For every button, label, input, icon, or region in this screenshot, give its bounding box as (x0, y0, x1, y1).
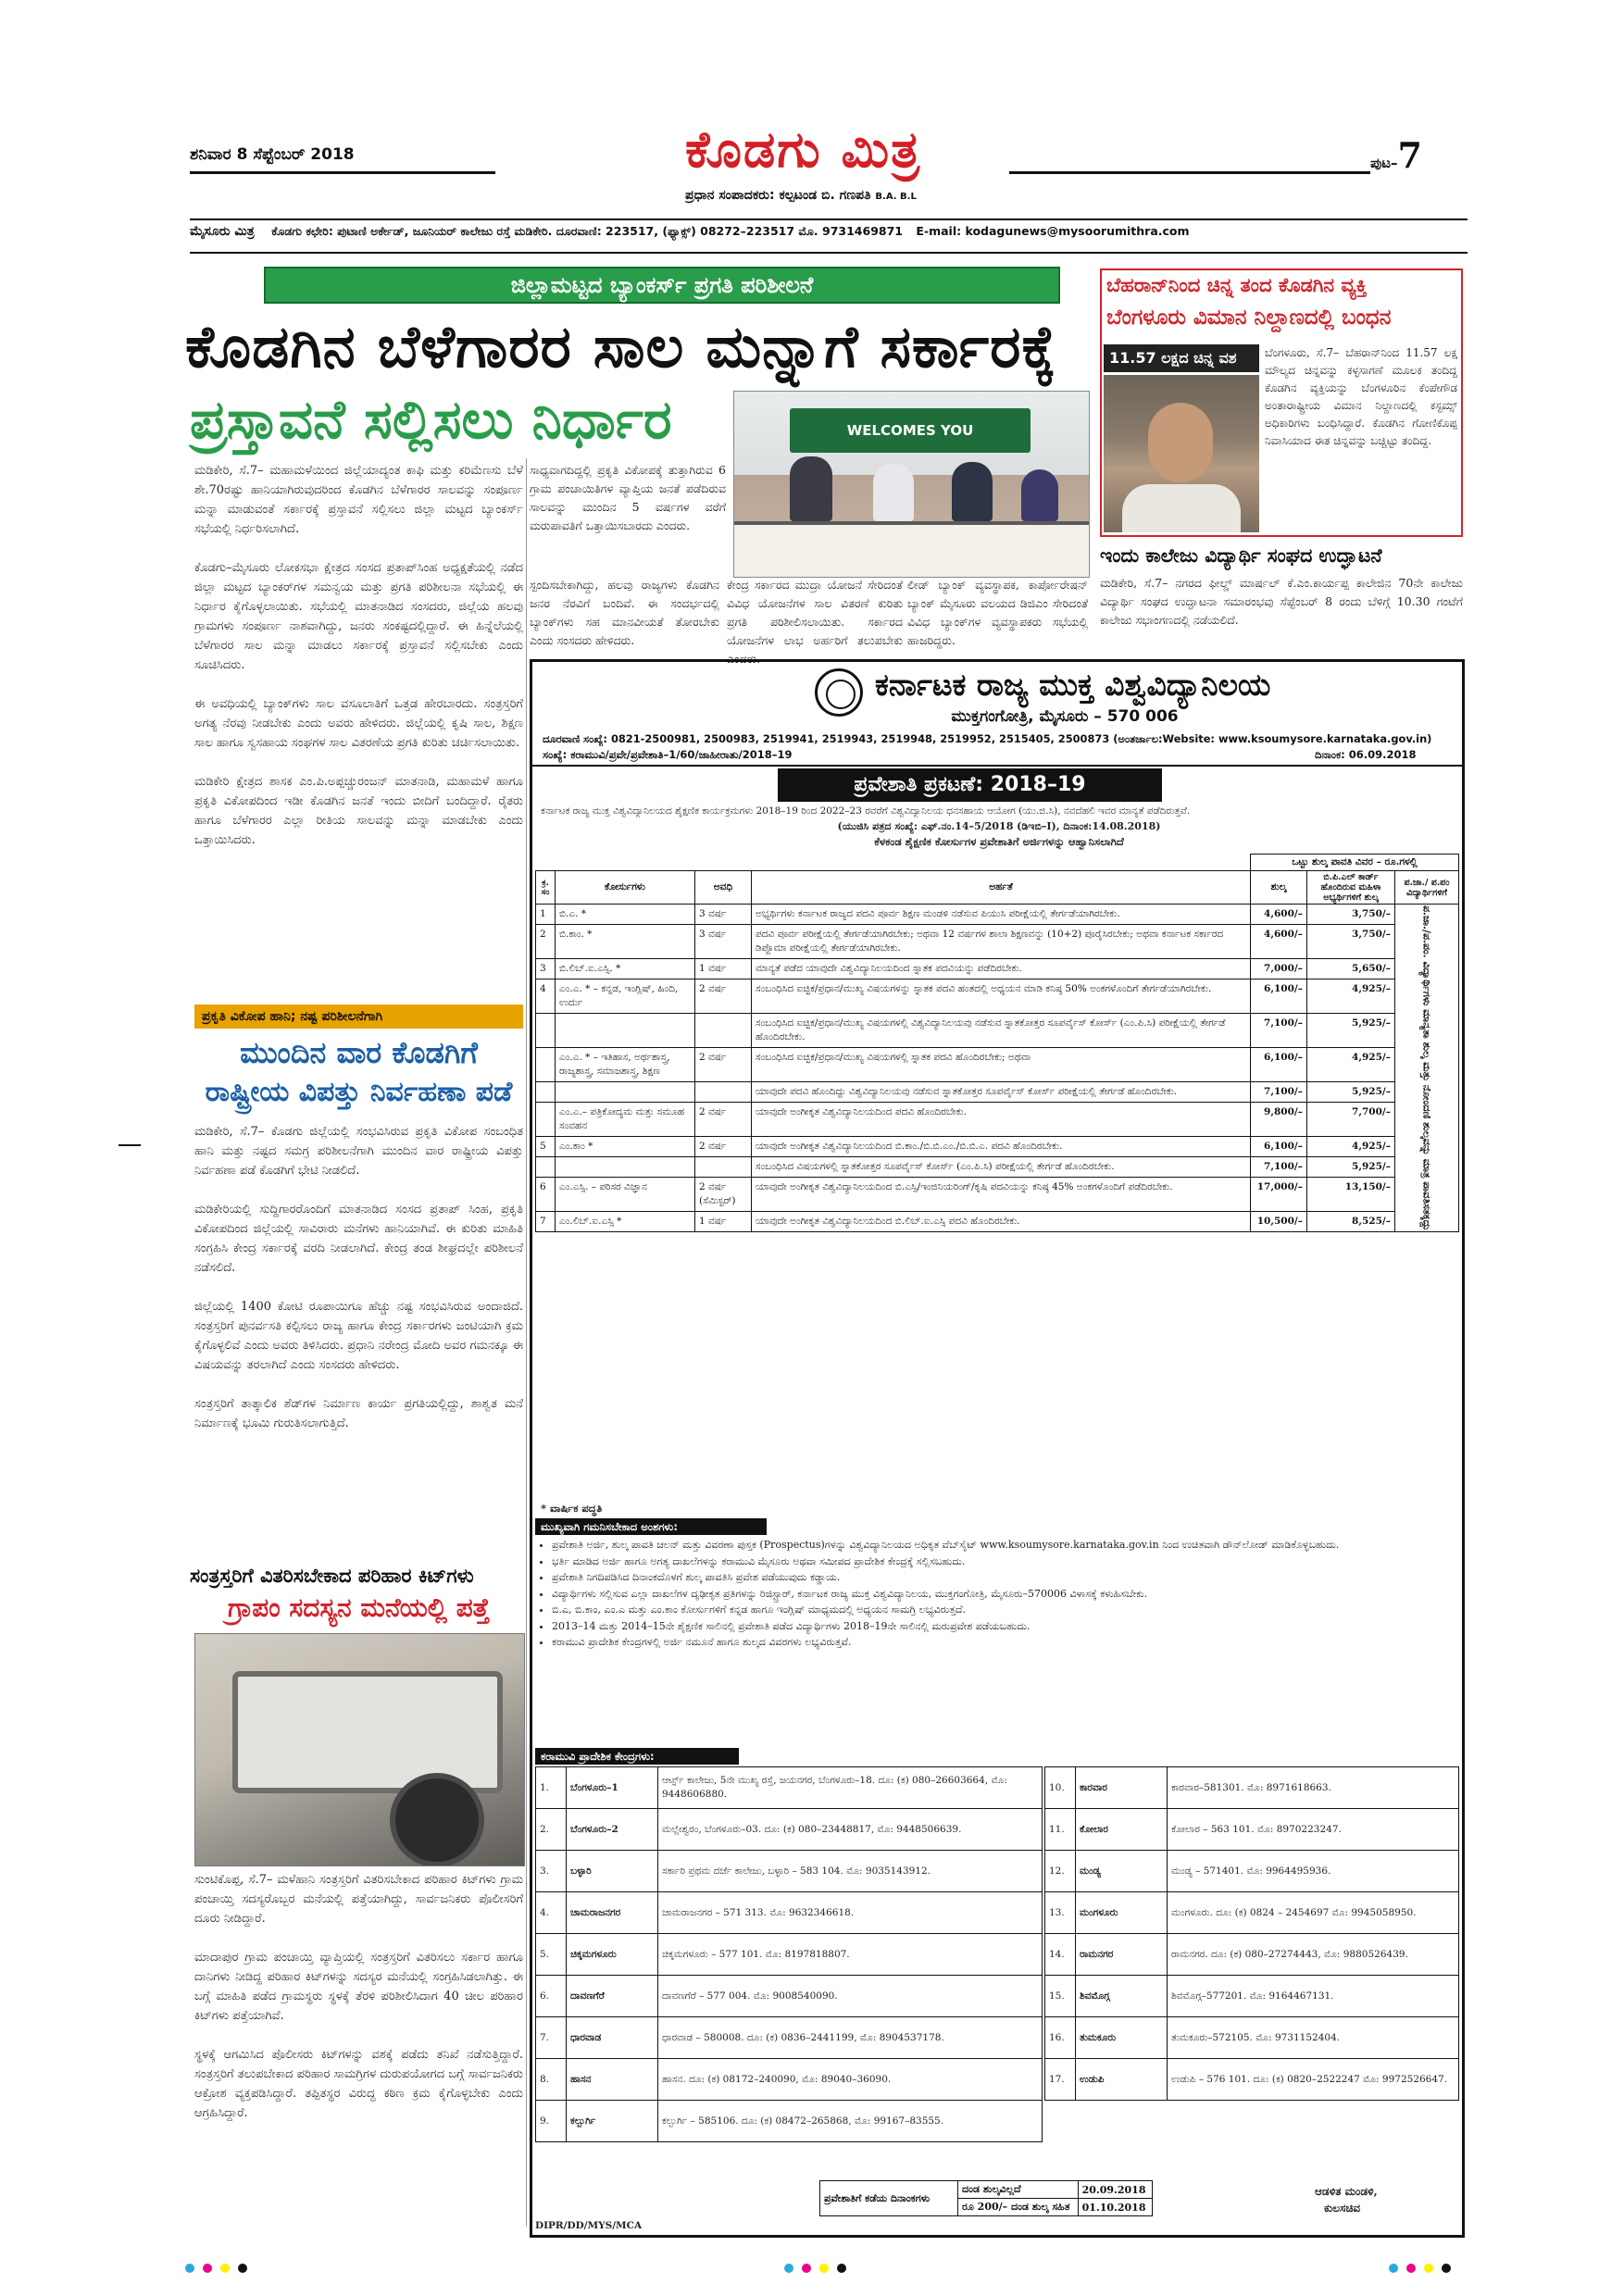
fee-header: ಒಟ್ಟು ಶುಲ್ಕ ಪಾವತಿ ವಿವರ – ರೂ.ಗಳಲ್ಲಿ (1251, 855, 1459, 871)
signatory-2: ಕುಲಸಚಿವ (1324, 2202, 1361, 2215)
course-no (536, 1048, 556, 1082)
column-divider (526, 458, 527, 2227)
course-duration (695, 1157, 752, 1178)
notes-list (535, 1537, 1468, 1651)
notes-title-text: ಮುಖ್ಯವಾಗಿ ಗಮನಿಸಬೇಕಾದ ಅಂಶಗಳು: (541, 1520, 678, 1533)
center-addr: ಉಡುಪಿ – 576 101. ದೂ: (ಕ) 0820–2522247 ಮೊ: 9972526647. (1168, 2059, 1459, 2101)
center-row (1045, 1892, 1459, 1934)
center-row (536, 2101, 1043, 2142)
course-name: ಎಂ.ಎ. * – ಇತಿಹಾಸ, ಅರ್ಥಶಾಸ್ತ್ರ, ರಾಜ್ಯಶಾಸ್ತ್ರ, ಸಮಾಜಶಾಸ್ತ್ರ, ಶಿಕ್ಷಣ (556, 1048, 695, 1082)
welcome-banner-text: WELCOMES YOU (846, 422, 974, 439)
note-item: • ಭರ್ತಿ ಮಾಡಿದ ಅರ್ಜಿ ಹಾಗೂ ಅಗತ್ಯ ದಾಖಲೆಗಳನ್ನು ಕರಾಮುವಿ ಮೈಸೂರು ಅಥವಾ ಸಮೀಪದ ಪ್ರಾದೇಶಿಕ ಕೇಂದ್ರಕ್ಕೆ ಸಲ್ಲಿಸಬಹುದು. (552, 1554, 1468, 1570)
center-name: ಚಿಕ್ಕಮಗಳೂರು (567, 1934, 658, 1976)
course-no: 7 (536, 1212, 556, 1232)
sc-st-note: ಪ.ಜಾ./ಪ.ಪಂ. ವಿದ್ಯಾರ್ಥಿಗಳು ಮಾನ್ಯತಾ ಶುಲ್ಕ ಮತ್ತು ನೋಂದಣಿ ಶುಲ್ಕವನ್ನು ಮಾತ್ರ ಪಾವತಿಸತಕ್ಕದ್ದು (1395, 905, 1459, 1232)
margin-tick (119, 1144, 141, 1146)
center-row (1045, 1767, 1459, 1809)
course-fee: 6,100/– (1251, 1137, 1307, 1157)
center-no: 11. (1045, 1809, 1076, 1851)
photo-person-3 (952, 462, 993, 521)
center-row (536, 1851, 1043, 1892)
signatory-1: ಆಡಳಿತ ಮಂಡಳಿ, (1315, 2185, 1378, 2198)
registration-dots-center (784, 2259, 855, 2277)
registration-dot-icon (238, 2264, 247, 2273)
course-fee: 6,100/– (1251, 1048, 1307, 1082)
relief-subheadline: ಗ್ರಾಪಂ ಸದಸ್ಯನ ಮನೆಯಲ್ಲಿ ಪತ್ತೆ (228, 1592, 490, 1623)
lead-body-col3: ಸ್ಪಂದಿಸಬೇಕಾಗಿದ್ದು, ಹಲವು ರಾಜ್ಯಗಳು ಕೊಡಗಿನ ಜನರ ನೆರವಿಗೆ ಬಂದಿವೆ. ಈ ಸಂದರ್ಭದಲ್ಲಿ ಬ್ಯಾಂಕ್‌ಗಳು ಸಹ ಮಾನವೀಯತೆ ತೋರಬೇಕು ಎಂದು ಸಂಸದರು ಹೇಳಿದರು. (530, 578, 719, 647)
col-eligibility: ಅರ್ಹತೆ (752, 871, 1251, 905)
course-name: ಬಿ.ಲಿಬ್.ಐ.ಎಸ್ಸಿ. * (556, 959, 695, 980)
course-row (536, 1157, 1459, 1178)
center-name: ರಾಮನಗರ (1076, 1934, 1168, 1976)
registration-dot-icon (203, 2264, 212, 2273)
course-bpl-fee: 8,525/– (1307, 1212, 1395, 1232)
course-row (536, 905, 1459, 925)
course-row (536, 1103, 1459, 1137)
course-row (536, 1178, 1459, 1212)
course-name (556, 1157, 695, 1178)
center-name: ದಾವಣಗೆರೆ (567, 1976, 658, 2017)
masthead-bottom-rule (190, 218, 1468, 220)
issue-date: ಶನಿವಾರ 8 ಸೆಪ್ಟೆಂಬರ್ 2018 (190, 145, 355, 164)
course-no: 4 (536, 980, 556, 1014)
course-bpl-fee: 5,925/– (1307, 1014, 1395, 1048)
col-duration: ಅವಧಿ (695, 871, 752, 905)
suspect-face (1148, 403, 1213, 482)
course-row (536, 925, 1459, 959)
suspect-photo (1104, 375, 1259, 532)
center-no: 9. (536, 2101, 567, 2142)
course-duration: 2 ವರ್ಷ (695, 1048, 752, 1082)
course-no: 1 (536, 905, 556, 925)
center-row (536, 2059, 1043, 2101)
seal-inner (826, 680, 856, 709)
relief-headline: ಸಂತ್ರಸ್ತರಿಗೆ ವಿತರಿಸಬೇಕಾದ ಪರಿಹಾರ ಕಿಟ್‌ಗಳು (190, 1565, 474, 1587)
strip-bottom-rule (190, 252, 1468, 254)
course-duration: 1 ವರ್ಷ (695, 959, 752, 980)
forum-headline: ಇಂದು ಕಾಲೇಜು ವಿದ್ಯಾರ್ಥಿ ಸಂಘದ ಉದ್ಘಾಟನೆ (1100, 544, 1382, 567)
chief-editor: ಪ್ರಧಾನ ಸಂಪಾದಕರು: ಕಲ್ಪಟಂಡ ಬಿ. ಗಣಪತಿ B.A. B.L (685, 188, 917, 203)
centers-title-text: ಕರಾಮುವಿ ಪ್ರಾದೇಶಿಕ ಕೇಂದ್ರಗಳು: (541, 1750, 655, 1763)
ad-ugc-letter: (ಯುಜಿಸಿ ಪತ್ರದ ಸಂಖ್ಯೆ: ಎಫ್.ನಂ.14–5/2018 (ಡಿಇಬಿ–I), ದಿನಾಂಕ:14.08.2018) (837, 820, 1161, 832)
last-date-1-label: ದಂಡ ಶುಲ್ಕವಿಲ್ಲದೆ (958, 2181, 1079, 2199)
course-row (536, 1014, 1459, 1048)
center-row (536, 1934, 1043, 1976)
paper-title: ಕೊಡಗು ಮಿತ್ರ (685, 120, 922, 179)
center-row (536, 1892, 1043, 1934)
course-table (535, 854, 1459, 1232)
masthead (190, 120, 1468, 227)
arrest-subheadline: ಬೆಂಗಳೂರು ವಿಮಾನ ನಿಲ್ದಾಣದಲ್ಲಿ ಬಂಧನ (1106, 306, 1392, 330)
note-item: • ಪ್ರವೇಶಾತಿ ನಿಗದಿಪಡಿಸಿದ ದಿನಾಂಕದೊಳಗೆ ಶುಲ್ಕ ಪಾವತಿಸಿ ಪ್ರವೇಶ ಪಡೆಯುವುದು ಕಡ್ಡಾಯ. (552, 1569, 1468, 1586)
center-addr: ಶಿವಮೊಗ್ಗ–577201. ಮೊ: 9164467131. (1168, 1976, 1459, 2017)
center-row (1045, 1809, 1459, 1851)
course-row (536, 1082, 1459, 1103)
registration-dot-icon (837, 2264, 846, 2273)
course-eligibility: ಯಾವುದೇ ಪದವಿ ಹೊಂದಿದ್ದು ವಿಶ್ವವಿದ್ಯಾನಿಲಯವು ನಡೆಸುವ ಸ್ನಾತಕೋತ್ತರ ಸೂಪರ್ವೈಸ್ ಕೋರ್ಸ್ ಪರೀಕ್ಷೆಯಲ್ಲಿ ತೇರ್ಗಡೆ ಹೊಂದಿರಬೇಕು. (752, 1082, 1251, 1103)
disaster-headline: ಮುಂದಿನ ವಾರ ಕೊಡಗಿಗೆ (240, 1035, 478, 1070)
column-header-row (536, 871, 1459, 905)
masthead-right-rule (1009, 171, 1370, 174)
center-name: ಉಡುಪಿ (1076, 2059, 1168, 2101)
course-fee: 17,000/– (1251, 1178, 1307, 1212)
registration-dot-icon (185, 2264, 194, 2273)
welcome-banner (790, 408, 1031, 453)
arrest-tag (1104, 344, 1259, 372)
centers-title (535, 1748, 739, 1765)
center-row (536, 1809, 1043, 1851)
lead-body-col5: ಲೀಡ್ ಬ್ಯಾಂಕ್ ವ್ಯವಸ್ಥಾಪಕ, ಕಾರ್ಪೋರೇಷನ್ ಬ್ಯಾಂಕ್ ಮೈಸೂರು ವಲಯದ ಡಿಜಿಎಂ ಸೇರಿದಂತೆ ವಿವಿಧ ಬ್ಯಾಂಕ್‌ಗಳ ವ್ಯವಸ್ಥಾಪಕರು ಸಭೆಯಲ್ಲಿ ಹಾಜರಿದ್ದರು. (907, 578, 1088, 647)
registration-dot-icon (220, 2264, 230, 2273)
course-eligibility: ಯಾವುದೇ ಅಂಗೀಕೃತ ವಿಶ್ವವಿದ್ಯಾನಿಲಯದಿಂದ ಬಿ.ಕಾಂ./ಬಿ.ಬಿ.ಎಂ./ಬಿ.ಬಿ.ಎ. ಪದವಿ ಹೊಂದಿರಬೇಕು. (752, 1137, 1251, 1157)
course-bpl-fee: 5,650/– (1307, 959, 1395, 980)
course-name: ಬಿ.ಎ. * (556, 905, 695, 925)
center-addr: ರಾಮನಗರ. ದೂ: (ಕ) 080–27274443, ಮೊ: 9880526439. (1168, 1934, 1459, 1976)
center-row (1045, 1976, 1459, 2017)
center-no: 14. (1045, 1934, 1076, 1976)
relief-body: ಸುಂಟಿಕೊಪ್ಪ, ಸೆ.7– ಮಳೆಹಾನಿ ಸಂತ್ರಸ್ತರಿಗೆ ವಿತರಿಸಬೇಕಾದ ಪರಿಹಾರ ಕಿಟ್‌ಗಳು ಗ್ರಾಮ ಪಂಚಾಯ್ತಿ ಸದಸ್ಯರೊಬ್ಬರ ಮನೆಯಲ್ಲಿ ಪತ್ತೆಯಾಗಿದ್ದು, ಸಾರ್ವಜನಿಕರು ಪೊಲೀಸರಿಗೆ ದೂರು ನೀಡಿದ್ದಾರೆ. ಮಾದಾಪುರ ಗ್ರಾಮ ಪಂಚಾಯ್ತಿ ವ್ಯಾಪ್ತಿಯಲ್ಲಿ ಸಂತ್ರಸ್ತರಿಗೆ ವಿತರಿಸಲು ಸರ್ಕಾರ ಹಾಗೂ ದಾನಿಗಳು ನೀಡಿದ್ದ ಪರಿಹಾರ ಕಿಟ್‌ಗಳನ್ನು ಸದಸ್ಯರ ಮನೆಯಲ್ಲಿ ಸಂಗ್ರಹಿಸಿಡಲಾಗಿತ್ತು. ಈ ಬಗ್ಗೆ ಮಾಹಿತಿ ಪಡೆದ ಗ್ರಾಮಸ್ಥರು ಸ್ಥಳಕ್ಕೆ ತೆರಳಿ ಪರಿಶೀಲಿಸಿದಾಗ 40 ಚೀಲ ಪರಿಹಾರ ಕಿಟ್‌ಗಳು ಪತ್ತೆಯಾಗಿವೆ. ಸ್ಥಳಕ್ಕೆ ಆಗಮಿಸಿದ ಪೊಲೀಸರು ಕಿಟ್‌ಗಳನ್ನು ವಶಕ್ಕೆ ಪಡೆದು ತನಿಖೆ ನಡೆಸುತ್ತಿದ್ದಾರೆ. ಸಂತ್ರಸ್ತರಿಗೆ ತಲುಪಬೇಕಾದ ಪರಿಹಾರ ಸಾಮಗ್ರಿಗಳ ದುರುಪಯೋಗದ ಬಗ್ಗೆ ಸಾರ್ವಜನಿಕರು ಆಕ್ರೋಶ ವ್ಯಕ್ತಪಡಿಸಿದ್ದಾರೆ. ತಪ್ಪಿತಸ್ಥರ ವಿರುದ್ಧ ಕಠಿಣ ಕ್ರಮ ಕೈಗೊಳ್ಳಬೇಕು ಎಂದು ಆಗ್ರಹಿಸಿದ್ದಾರೆ. (194, 1873, 523, 2120)
course-duration: 3 ವರ್ಷ (695, 905, 752, 925)
center-addr: ಚಾಮರಾಜನಗರ – 571 313. ಮೊ: 9632346618. (658, 1892, 1043, 1934)
center-row (536, 2017, 1043, 2059)
course-name: ಎಂ.ಕಾಂ * (556, 1137, 695, 1157)
course-fee: 9,800/– (1251, 1103, 1307, 1137)
center-name: ಹಾಸನ (567, 2059, 658, 2101)
course-eligibility: ಸಂಬಂಧಿಸಿದ ಐಚ್ಛಿಕ/ಪ್ರಧಾನ/ಮುಖ್ಯ ವಿಷಯಗಳಲ್ಲಿ ವಿಶ್ವವಿದ್ಯಾನಿಲಯವು ನಡೆಸುವ ಸ್ನಾತಕೋತ್ತರ ಸೂಪರ್ವೈಸ್ ಕೋರ್ಸ್ (ಎಂ.ಪಿ.ಸಿ) ಪರೀಕ್ಷೆಯಲ್ಲಿ ತೇರ್ಗಡೆ ಹೊಂದಿರಬೇಕು. (752, 1014, 1251, 1048)
course-bpl-fee: 13,150/– (1307, 1178, 1395, 1212)
registration-dot-icon (1424, 2264, 1433, 2273)
arrest-headline: ಬೆಹರಾನ್‌ನಿಂದ ಚಿನ್ನ ತಂದ ಕೊಡಗಿನ ವ್ಯಕ್ತಿ (1106, 274, 1368, 296)
fee-header-row (536, 855, 1459, 871)
course-no: 2 (536, 925, 556, 959)
center-no: 16. (1045, 2017, 1076, 2059)
center-name: ಕೋಲಾರ (1076, 1809, 1168, 1851)
col-fee: ಶುಲ್ಕ (1251, 871, 1307, 905)
center-name: ಚಾಮರಾಜನಗರ (567, 1892, 658, 1934)
photo-person-2 (873, 464, 914, 521)
ad-ref-date: ದಿನಾಂಕ: 06.09.2018 (1315, 748, 1417, 761)
arrest-body: ಬೆಂಗಳೂರು, ಸೆ.7– ಬೆಹರಾನ್‌ನಿಂದ 11.57 ಲಕ್ಷ ಮೌಲ್ಯದ ಚಿನ್ನವನ್ನು ಕಳ್ಳಸಾಗಣೆ ಮೂಲಕ ತಂದಿದ್ದ ಕೊಡಗಿನ ವ್ಯಕ್ತಿಯನ್ನು ಬೆಂಗಳೂರಿನ ಕೆಂಪೇಗೌಡ ಅಂತಾರಾಷ್ಟ್ರೀಯ ವಿಮಾನ ನಿಲ್ದಾಣದಲ್ಲಿ ಕಸ್ಟಮ್ಸ್ ಅಧಿಕಾರಿಗಳು ಬಂಧಿಸಿದ್ದಾರೆ. ಕೊಡಗಿನ ಗೋಣಿಕೊಪ್ಪ ನಿವಾಸಿಯಾದ ಈತ ಚಿನ್ನವನ್ನು ಬಚ್ಚಿಟ್ಟು ತಂದಿದ್ದ. (1265, 346, 1457, 447)
course-row (536, 1048, 1459, 1082)
photo-person-1 (790, 456, 832, 521)
center-addr: ತುಮಕೂರು–572105. ಮೊ: 9731152404. (1168, 2017, 1459, 2059)
center-addr: ದಾವಣಗೆರೆ – 577 004. ಮೊ: 9008540090. (658, 1976, 1043, 2017)
center-no: 13. (1045, 1892, 1076, 1934)
lead-body-col4: ಕೇಂದ್ರ ಸರ್ಕಾರದ ಮುದ್ರಾ ಯೋಜನೆ ಸೇರಿದಂತೆ ವಿವಿಧ ಯೋಜನೆಗಳ ಸಾಲ ವಿತರಣೆ ಕುರಿತು ಪ್ರಗತಿ ಪರಿಶೀಲಿಸಲಾಯಿತು. ಸರ್ಕಾರದ ಯೋಜನೆಗಳ ಲಾಭ ಅರ್ಹರಿಗೆ ತಲುಪಬೇಕು ಎಂದರು. (727, 578, 903, 666)
jeep-photo (194, 1633, 525, 1866)
office-email[interactable]: E-mail: kodagunews@mysoorumithra.com (916, 224, 1190, 238)
center-name: ಮಂಡ್ಯ (1076, 1851, 1168, 1892)
center-row (536, 1976, 1043, 2017)
course-name: ಬಿ.ಕಾಂ. * (556, 925, 695, 959)
course-eligibility: ಯಾವುದೇ ಅಂಗೀಕೃತ ವಿಶ್ವವಿದ್ಯಾನಿಲಯದಿಂದ ಬಿ.ಎಸ್ಸಿ/ಇಂಜಿನಿಯರಿಂಗ್/ಕೃಷಿ ಪದವಿಯನ್ನು ಕನಿಷ್ಠ 45% ಅಂಕಗಳೊಂದಿಗೆ ಪಡೆದಿರಬೇಕು. (752, 1178, 1251, 1212)
center-row (1045, 2059, 1459, 2101)
registration-dot-icon (1389, 2264, 1398, 2273)
course-row (536, 959, 1459, 980)
registration-dots-left (185, 2259, 256, 2277)
course-bpl-fee: 3,750/– (1307, 925, 1395, 959)
course-fee: 6,100/– (1251, 980, 1307, 1014)
brand-name: ಮೈಸೂರು ಮಿತ್ರ (190, 224, 255, 239)
ad-university-name: ಕರ್ನಾಟಕ ರಾಜ್ಯ ಮುಕ್ತ ವಿಶ್ವವಿದ್ಯಾನಿಲಯ (875, 667, 1271, 703)
registration-dots-right (1389, 2259, 1459, 2277)
course-row (536, 1212, 1459, 1232)
course-bpl-fee: 5,925/– (1307, 1157, 1395, 1178)
lead-kicker-text: ಜಿಲ್ಲಾಮಟ್ಟದ ಬ್ಯಾಂಕರ್ಸ್ ಪ್ರಗತಿ ಪರಿಶೀಲನೆ (510, 272, 814, 298)
university-seal-icon (815, 668, 863, 717)
last-date-2-label: ರೂ 200/– ದಂಡ ಶುಲ್ಕ ಸಹಿತ (958, 2199, 1079, 2216)
note-item: • 2013–14 ಮತ್ತು 2014–15ನೇ ಶೈಕ್ಷಣಿಕ ಸಾಲಿನಲ್ಲಿ ಪ್ರವೇಶಾತಿ ಪಡೆದ ವಿದ್ಯಾರ್ಥಿಗಳು 2018–19ನೇ ಸಾಲಿನಲ್ಲಿ ಮರುಪ್ರವೇಶ ಪಡೆಯಬಹುದು. (552, 1618, 1468, 1635)
meeting-photo (733, 391, 1090, 578)
dipr-code: DIPR/DD/MYS/MCA (535, 2220, 643, 2231)
center-no: 15. (1045, 1976, 1076, 2017)
registration-dot-icon (802, 2264, 811, 2273)
course-fee: 7,100/– (1251, 1082, 1307, 1103)
center-addr: ಹಾಸನ. ದೂ: (ಕ) 08172–240090, ಮೊ: 89040–36090. (658, 2059, 1043, 2101)
course-duration: 2 ವರ್ಷ (695, 1137, 752, 1157)
course-bpl-fee: 4,925/– (1307, 980, 1395, 1014)
course-name (556, 1014, 695, 1048)
center-row (1045, 2017, 1459, 2059)
course-eligibility: ಯಾವುದೇ ಅಂಗೀಕೃತ ವಿಶ್ವವಿದ್ಯಾನಿಲಯದಿಂದ ಪದವಿ ಹೊಂದಿರಬೇಕು. (752, 1103, 1251, 1137)
note-item: • ವಿದ್ಯಾರ್ಥಿಗಳು ಸಲ್ಲಿಸುವ ಎಲ್ಲಾ ದಾಖಲೆಗಳ ದೃಢೀಕೃತ ಪ್ರತಿಗಳನ್ನು ರಿಜಿಸ್ಟ್ರಾರ್, ಕರ್ನಾಟಕ ರಾಜ್ಯ ಮುಕ್ತ ವಿಶ್ವವಿದ್ಯಾನಿಲಯ, ಮುಕ್ತಗಂಗೋತ್ರಿ, ಮೈಸೂರು–570006 ವಿಳಾಸಕ್ಕೆ ಕಳುಹಿಸಬೇಕು. (552, 1586, 1468, 1603)
last-date-label: ಪ್ರವೇಶಾತಿಗೆ ಕಡೆಯ ದಿನಾಂಕಗಳು (820, 2181, 958, 2216)
lead-subheadline: ಪ್ರಸ್ತಾವನೆ ಸಲ್ಲಿಸಲು ನಿರ್ಧಾರ (190, 388, 672, 451)
ad-ref-number: ಸಂಖ್ಯೆ: ಕರಾಮುವಿ/ಪ್ರವೇ/ಪ್ರವೇಶಾತಿ–1/60/ಜಾಹೀರಾತು/2018–19 (543, 748, 793, 761)
course-row (536, 980, 1459, 1014)
course-name (556, 1082, 695, 1103)
forum-body: ಮಡಿಕೇರಿ, ಸೆ.7– ನಗರದ ಫೀಲ್ಡ್ ಮಾರ್ಷಲ್ ಕೆ.ಎಂ.ಕಾರ್ಯಪ್ಪ ಕಾಲೇಜಿನ 70ನೇ ಕಾಲೇಜು ವಿದ್ಯಾರ್ಥಿ ಸಂಘದ ಉದ್ಘಾಟನಾ ಸಮಾರಂಭವು ಸೆಪ್ಟೆಂಬರ್ 8 ರಂದು ಬೆಳಿಗ್ಗೆ 10.30 ಗಂಟೆಗೆ ಕಾಲೇಜು ಸಭಾಂಗಣದಲ್ಲಿ ನಡೆಯಲಿದೆ. (1100, 576, 1463, 627)
course-fee: 7,100/– (1251, 1014, 1307, 1048)
center-row (1045, 1934, 1459, 1976)
course-eligibility: ಯಾವುದೇ ಅಂಗೀಕೃತ ವಿಶ್ವವಿದ್ಯಾನಿಲಯದಿಂದ ಬಿ.ಲಿಬ್.ಐ.ಎಸ್ಸಿ ಪದವಿ ಹೊಂದಿರಬೇಕು. (752, 1212, 1251, 1232)
course-name: ಎಂ.ಎ.– ಪತ್ರಿಕೋದ್ಯಮ ಮತ್ತು ಸಮೂಹ ಸಂವಹನ (556, 1103, 695, 1137)
course-name: ಎಂ.ಲಿಬ್.ಐ.ಎಸ್ಸಿ * (556, 1212, 695, 1232)
course-duration: 3 ವರ್ಷ (695, 925, 752, 959)
course-fee: 7,000/– (1251, 959, 1307, 980)
center-name: ಮಂಗಳೂರು (1076, 1892, 1168, 1934)
course-eligibility: ಅಭ್ಯರ್ಥಿಗಳು ಕರ್ನಾಟಕ ರಾಜ್ಯದ ಪದವಿ ಪೂರ್ವ ಶಿಕ್ಷಣ ಮಂಡಳಿ ನಡೆಸುವ ಪಿಯುಸಿ ಪರೀಕ್ಷೆಯಲ್ಲಿ ತೇರ್ಗಡೆಯಾಗಿರಬೇಕು. (752, 905, 1251, 925)
lead-body-col2: ಸಾಧ್ಯವಾಗದಿದ್ದಲ್ಲಿ ಪ್ರಕೃತಿ ವಿಕೋಪಕ್ಕೆ ತುತ್ತಾಗಿರುವ 6 ಗ್ರಾಮ ಪಂಚಾಯಿತಿಗಳ ವ್ಯಾಪ್ತಿಯ ಜನತೆ ಪಡೆದಿರುವ ಸಾಲವನ್ನು ಮುಂದಿನ 5 ವರ್ಷಗಳ ವರೆಗೆ ಮರುಪಾವತಿಗೆ ಒತ್ತಾಯಿಸಬಾರದು ಎಂದರು. (530, 463, 726, 532)
note-item: • ಕರಾಮುವಿ ಪ್ರಾದೇಶಿಕ ಕೇಂದ್ರಗಳಲ್ಲಿ ಅರ್ಜಿ ನಮೂನೆ ಹಾಗೂ ಶುಲ್ಕದ ವಿವರಗಳು ಲಭ್ಯವಿರುತ್ತವೆ. (552, 1634, 1468, 1651)
course-fee: 10,500/– (1251, 1212, 1307, 1232)
center-row (1045, 1851, 1459, 1892)
note-item: • ಬಿ.ಎ, ಬಿ.ಕಾಂ, ಎಂ.ಎ ಮತ್ತು ಎಂ.ಕಾಂ ಕೋರ್ಸುಗಳಿಗೆ ಕನ್ನಡ ಹಾಗೂ ಇಂಗ್ಲಿಷ್ ಮಾಧ್ಯಮದಲ್ಲಿ ಅಧ್ಯಯನ ಸಾಮಗ್ರಿ ಲಭ್ಯವಿರುತ್ತದೆ. (552, 1602, 1468, 1618)
course-duration: 2 ವರ್ಷ (ಸೆಮಿಸ್ಟರ್) (695, 1178, 752, 1212)
course-bpl-fee: 7,700/– (1307, 1103, 1395, 1137)
center-addr: ಕೋಲಾರ – 563 101. ಮೊ: 8970223247. (1168, 1809, 1459, 1851)
course-no (536, 1014, 556, 1048)
office-address: ಕೊಡಗು ಕಛೇರಿ: ಪುಟಾಣಿ ಅರ್ಕೇಡ್, ಜೂನಿಯರ್ ಕಾಲೇಜು ರಸ್ತೆ ಮಡಿಕೇರಿ. ದೂರವಾಣಿ: 223517, (ಫ್ಯಾಕ್ಸ್) 08272–223517 ಮೊ. 9731469871 (271, 224, 903, 238)
notes-title (535, 1518, 767, 1535)
center-name: ಬೆಂಗಳೂರು–1 (567, 1767, 658, 1809)
center-no: 8. (536, 2059, 567, 2101)
ad-invitation: ಕೆಳಕಂಡ ಶೈಕ್ಷಣಿಕ ಕೋರ್ಸುಗಳ ಪ್ರವೇಶಾತಿಗೆ ಅರ್ಜಿಗಳನ್ನು ಆಹ್ವಾನಿಸಲಾಗಿದೆ (874, 835, 1124, 848)
spare-wheel-icon (390, 1773, 484, 1866)
center-no: 6. (536, 1976, 567, 2017)
registration-dot-icon (1406, 2264, 1416, 2273)
course-duration (695, 1014, 752, 1048)
registration-dot-icon (784, 2264, 793, 2273)
center-addr: ಆರ್ಟ್ಸ್ ಕಾಲೇಜು, 5ನೇ ಮುಖ್ಯ ರಸ್ತೆ, ಜಯನಗರ, ಬೆಂಗಳೂರು–18. ದೂ: (ಕ) 080–26603664, ಮೊ: 9448606880. (658, 1767, 1043, 1809)
photo-person-4 (1021, 469, 1058, 521)
center-addr: ಕಾರವಾರ–581301. ಮೊ: 8971618663. (1168, 1767, 1459, 1809)
course-fee: 4,600/– (1251, 925, 1307, 959)
center-name: ಶಿವಮೊಗ್ಗ (1076, 1976, 1168, 2017)
course-bpl-fee: 5,925/– (1307, 1082, 1395, 1103)
course-duration: 1 ವರ್ಷ (695, 1212, 752, 1232)
course-duration: 2 ವರ್ಷ (695, 1103, 752, 1137)
center-name: ಧಾರವಾಡ (567, 2017, 658, 2059)
course-eligibility: ಪದವಿ ಪೂರ್ವ ಪರೀಕ್ಷೆಯಲ್ಲಿ ತೇರ್ಗಡೆಯಾಗಿರಬೇಕು; ಅಥವಾ 12 ವರ್ಷಗಳ ಶಾಲಾ ಶಿಕ್ಷಣವನ್ನು (10+2) ಪೂರೈಸಿರಬೇಕು; ಅಥವಾ ಕರ್ನಾಟಕ ಸರ್ಕಾರದ ಡಿಪ್ಲೊಮಾ ಪರೀಕ್ಷೆಯಲ್ಲಿ ತೇರ್ಗಡೆಯಾಗಿರಬೇಕು. (752, 925, 1251, 959)
page-number: ಪುಟ–7 (1370, 134, 1422, 176)
course-bpl-fee: 4,925/– (1307, 1137, 1395, 1157)
center-addr: ಕಲ್ಬುರ್ಗಿ – 585106. ದೂ: (ಕ) 08472–265868, ಮೊ: 99167–83555. (658, 2101, 1043, 2142)
jeep-window (232, 1671, 503, 1793)
last-date-2: 01.10.2018 (1078, 2199, 1152, 2216)
col-course: ಕೋರ್ಸುಗಳು (556, 871, 695, 905)
ad-address: ಮುಕ್ತಗಂಗೋತ್ರಿ, ಮೈಸೂರು – 570 006 (951, 707, 1179, 726)
col-sc-st: ಪ.ಜಾ./ ಪ.ಪಂ ವಿದ್ಯಾರ್ಥಿಗಳಿಗೆ (1395, 871, 1459, 905)
center-no: 7. (536, 2017, 567, 2059)
disaster-subheadline: ರಾಷ್ಟ್ರೀಯ ವಿಪತ್ತು ನಿರ್ವಹಣಾ ಪಡೆ (205, 1076, 513, 1108)
last-date-block (819, 2180, 1153, 2219)
course-fee: 4,600/– (1251, 905, 1307, 925)
course-name: ಎಂ.ಎಸ್ಸಿ. – ಪರಿಸರ ವಿಜ್ಞಾನ (556, 1178, 695, 1212)
course-no (536, 1103, 556, 1137)
center-addr: ಮಲ್ಲೇಶ್ವರಂ, ಬೆಂಗಳೂರು–03. ದೂ: (ಕ) 080–23448817, ಮೊ: 9448506639. (658, 1809, 1043, 1851)
center-addr: ಮಂಗಳೂರು. ದೂ: (ಕ) 0824 – 2454697 ಮೊ: 9945058950. (1168, 1892, 1459, 1934)
admission-banner (778, 768, 1162, 802)
course-fee: 7,100/– (1251, 1157, 1307, 1178)
col-bpl-fee: ಬಿ.ಪಿ.ಎಲ್ ಕಾರ್ಡ್ ಹೊಂದಿರುವ ಮಹಿಳಾ ಅಭ್ಯರ್ಥಿಗಳಿಗೆ ಶುಲ್ಕ (1307, 871, 1395, 905)
course-no (536, 1082, 556, 1103)
course-no: 3 (536, 959, 556, 980)
center-no: 1. (536, 1767, 567, 1809)
course-name: ಎಂ.ಎ. * – ಕನ್ನಡ, ಇಂಗ್ಲಿಷ್, ಹಿಂದಿ, ಉರ್ದು (556, 980, 695, 1014)
center-no: 17. (1045, 2059, 1076, 2101)
lead-body-col1: ಮಡಿಕೇರಿ, ಸೆ.7– ಮಹಾಮಳೆಯಿಂದ ಜಿಲ್ಲೆಯಾದ್ಯಂತ ಕಾಫಿ ಮತ್ತು ಕರಿಮೆಣಸು ಬೆಳೆ ಶೇ.70ರಷ್ಟು ಹಾನಿಯಾಗಿರುವುದರಿಂದ ಕೊಡಗಿನ ಬೆಳೆಗಾರರ ಸಾಲವನ್ನು ಸಂಪೂರ್ಣ ಮನ್ನಾ ಮಾಡುವಂತೆ ಸರ್ಕಾರಕ್ಕೆ ಪ್ರಸ್ತಾವನೆ ಸಲ್ಲಿಸಲು ಜಿಲ್ಲಾ ಮಟ್ಟದ ಬ್ಯಾಂಕರ್ಸ್ ಸಭೆಯಲ್ಲಿ ನಿರ್ಧರಿಸಲಾಗಿದೆ. ಕೊಡಗು–ಮೈಸೂರು ಲೋಕಸಭಾ ಕ್ಷೇತ್ರದ ಸಂಸದ ಪ್ರತಾಪ್‌ಸಿಂಹ ಅಧ್ಯಕ್ಷತೆಯಲ್ಲಿ ನಡೆದ ಜಿಲ್ಲಾ ಮಟ್ಟದ ಬ್ಯಾಂಕರ್‌ಗಳ ಸಮನ್ವಯ ಮತ್ತು ಪ್ರಗತಿ ಪರಿಶೀಲನಾ ಸಭೆಯಲ್ಲಿ ಈ ನಿರ್ಧಾರ ಕೈಗೊಳ್ಳಲಾಯಿತು. ಸಭೆಯಲ್ಲಿ ಮಾತನಾಡಿದ ಸಂಸದರು, ಜಿಲ್ಲೆಯ ಹಲವು ಗ್ರಾಮಗಳು ಸಂಪೂರ್ಣ ನಾಶವಾಗಿದ್ದು, ಜನರು ಸಂಕಷ್ಟದಲ್ಲಿದ್ದಾರೆ. ಈ ಹಿನ್ನೆಲೆಯಲ್ಲಿ ಬೆಳೆಗಾರರ ಸಾಲ ಮನ್ನಾ ಮಾಡಲು ಸರ್ಕಾರಕ್ಕೆ ಪ್ರಸ್ತಾವನೆ ಸಲ್ಲಿಸಬೇಕು ಎಂದು ಸೂಚಿಸಿದರು. ಈ ಅವಧಿಯಲ್ಲಿ ಬ್ಯಾಂಕ್‌ಗಳು ಸಾಲ ವಸೂಲಾತಿಗೆ ಒತ್ತಡ ಹೇರಬಾರದು. ಸಂತ್ರಸ್ತರಿಗೆ ಅಗತ್ಯ ನೆರವು ನೀಡಬೇಕು ಎಂದು ಅವರು ಹೇಳಿದರು. ಜಿಲ್ಲೆಯಲ್ಲಿ ಕೃಷಿ ಸಾಲ, ಶಿಕ್ಷಣ ಸಾಲ ಹಾಗೂ ಸ್ವಸಹಾಯ ಸಂಘಗಳ ಸಾಲ ವಿತರಣೆಯ ಪ್ರಗತಿ ಕುರಿತು ಚರ್ಚಿಸಲಾಯಿತು. ಮಡಿಕೇರಿ ಕ್ಷೇತ್ರದ ಶಾಸಕ ಎಂ.ಪಿ.ಅಪ್ಪಚ್ಚುರಂಜನ್ ಮಾತನಾಡಿ, ಮಹಾಮಳೆ ಹಾಗೂ ಪ್ರಕೃತಿ ವಿಕೋಪದಿಂದ ಇಡೀ ಕೊಡಗಿನ ಜನತೆ ಇಂದು ಬೀದಿಗೆ ಬಂದಿದ್ದಾರೆ. ರೈತರು ಹಾಗೂ ಬೆಳೆಗಾರರ ಎಲ್ಲಾ ರೀತಿಯ ಸಾಲವನ್ನು ಮನ್ನಾ ಮಾಡಬೇಕು ಎಂದು ಒತ್ತಾಯಿಸಿದರು. (194, 464, 523, 847)
center-name: ಕಾರವಾರ (1076, 1767, 1168, 1809)
admission-banner-text: ಪ್ರವೇಶಾತಿ ಪ್ರಕಟಣೆ: 2018–19 (854, 773, 1086, 796)
col-no: ಕ್ರ. ಸಂ (536, 871, 556, 905)
centers-table-right (1044, 1766, 1459, 2101)
center-addr: ಚಿಕ್ಕಮಗಳೂರು – 577 101. ಮೊ: 8197818807. (658, 1934, 1043, 1976)
center-no: 3. (536, 1851, 567, 1892)
office-strip (190, 224, 1468, 248)
centers-table-left (535, 1766, 1043, 2142)
center-no: 10. (1045, 1767, 1076, 1809)
center-no: 5. (536, 1934, 567, 1976)
course-no: 5 (536, 1137, 556, 1157)
center-name: ಬೆಂಗಳೂರು–2 (567, 1809, 658, 1851)
disaster-kicker (194, 1004, 523, 1029)
center-row (536, 1767, 1043, 1809)
course-duration (695, 1082, 752, 1103)
masthead-left-rule (190, 171, 495, 174)
course-bpl-fee: 4,925/– (1307, 1048, 1395, 1082)
center-name: ಕಲ್ಬುರ್ಗಿ (567, 2101, 658, 2142)
course-duration: 2 ವರ್ಷ (695, 980, 752, 1014)
course-eligibility: ಸಂಬಂಧಿಸಿದ ವಿಷಯಗಳಲ್ಲಿ ಸ್ನಾತಕೋತ್ತರ ಸೂಪರ್ವೈಸ್ ಕೋರ್ಸ್ (ಎಂ.ಪಿ.ಸಿ) ಪರೀಕ್ಷೆಯಲ್ಲಿ ತೇರ್ಗಡೆ ಹೊಂದಿರಬೇಕು. (752, 1157, 1251, 1178)
ad-intro: ಕರ್ನಾಟಕ ರಾಜ್ಯ ಮುಕ್ತ ವಿಶ್ವವಿದ್ಯಾನಿಲಯದ ಶೈಕ್ಷಣಿಕ ಕಾರ್ಯಕ್ರಮಗಳು 2018–19 ರಿಂದ 2022–23 ರವರೆಗೆ ವಿಶ್ವವಿದ್ಯಾನಿಲಯ ಧನಸಹಾಯ ಆಯೋಗ (ಯು.ಜಿ.ಸಿ), ನವದೆಹಲಿ ಇವರ ಮಾನ್ಯತೆ ಪಡೆದಿರುತ್ತವೆ. (541, 805, 1191, 817)
course-eligibility: ಮಾನ್ಯತೆ ಪಡೆದ ಯಾವುದೇ ವಿಶ್ವವಿದ್ಯಾನಿಲಯದಿಂದ ಸ್ನಾತಕ ಪದವಿಯನ್ನು ಪಡೆದಿರಬೇಕು. (752, 959, 1251, 980)
course-eligibility: ಸಂಬಂಧಿಸಿದ ಐಚ್ಛಿಕ/ಪ್ರಧಾನ/ಮುಖ್ಯ ವಿಷಯಗಳನ್ನು ಸ್ನಾತಕ ಪದವಿ ಹಂತದಲ್ಲಿ ಅಧ್ಯಯನ ಮಾಡಿ ಕನಿಷ್ಠ 50% ಅಂಕಗಳೊಂದಿಗೆ ತೇರ್ಗಡೆಯಾಗಿರಬೇಕು. (752, 980, 1251, 1014)
photo-table (734, 521, 1089, 578)
course-bpl-fee: 3,750/– (1307, 905, 1395, 925)
arrest-tag-text: 11.57 ಲಕ್ಷದ ಚಿನ್ನ ವಶ (1109, 349, 1237, 367)
registration-dot-icon (1442, 2264, 1451, 2273)
center-no: 12. (1045, 1851, 1076, 1892)
center-name: ತುಮಕೂರು (1076, 2017, 1168, 2059)
center-no: 2. (536, 1809, 567, 1851)
center-no: 4. (536, 1892, 567, 1934)
suspect-shirt (1122, 484, 1241, 532)
lead-kicker (264, 267, 1060, 304)
course-no: 6 (536, 1178, 556, 1212)
course-no (536, 1157, 556, 1178)
last-date-1: 20.09.2018 (1078, 2181, 1152, 2199)
course-eligibility: ಸಂಬಂಧಿಸಿದ ಐಚ್ಛಿಕ/ಪ್ರಧಾನ/ಮುಖ್ಯ ವಿಷಯಗಳಲ್ಲಿ ಸ್ನಾತಕ ಪದವಿ ಹೊಂದಿರಬೇಕು; ಅಥವಾ (752, 1048, 1251, 1082)
annual-footnote: * ವಾರ್ಷಿಕ ಪದ್ಧತಿ (541, 1502, 603, 1515)
center-name: ಬಳ್ಳಾರಿ (567, 1851, 658, 1892)
disaster-kicker-text: ಪ್ರಕೃತಿ ವಿಕೋಪ ಹಾನಿ; ನಷ್ಟ ಪರಿಶೀಲನೆಗಾಗಿ (202, 1009, 383, 1024)
course-row (536, 1137, 1459, 1157)
lead-headline: ಕೊಡಗಿನ ಬೆಳೆಗಾರರ ಸಾಲ ಮನ್ನಾಗೆ ಸರ್ಕಾರಕ್ಕೆ (185, 313, 1057, 381)
ad-phones: ದೂರವಾಣಿ ಸಂಖ್ಯೆ: 0821-2500981, 2500983, 2519941, 2519943, 2519948, 2519952, 2515405, 2500873 (ಅಂತರ್ಜಾಲ:Website: www.ksoumysore.karnataka.gov.in) (543, 732, 1432, 745)
registration-dot-icon (819, 2264, 829, 2273)
center-addr: ಧಾರವಾಡ – 580008. ದೂ: (ಕ) 0836–2441199, ಮೊ: 8904537178. (658, 2017, 1043, 2059)
ad-header-rule (532, 765, 1463, 767)
disaster-body: ಮಡಿಕೇರಿ, ಸೆ.7– ಕೊಡಗು ಜಿಲ್ಲೆಯಲ್ಲಿ ಸಂಭವಿಸಿರುವ ಪ್ರಕೃತಿ ವಿಕೋಪ ಸಂಬಂಧಿತ ಹಾನಿ ಮತ್ತು ನಷ್ಟದ ಸಮಗ್ರ ಪರಿಶೀಲನೆಗಾಗಿ ಮುಂದಿನ ವಾರ ರಾಷ್ಟ್ರೀಯ ವಿಪತ್ತು ನಿರ್ವಹಣಾ ಪಡೆ ಕೊಡಗಿಗೆ ಭೇಟಿ ನೀಡಲಿದೆ. ಮಡಿಕೇರಿಯಲ್ಲಿ ಸುದ್ದಿಗಾರರೊಂದಿಗೆ ಮಾತನಾಡಿದ ಸಂಸದ ಪ್ರತಾಪ್ ಸಿಂಹ, ಪ್ರಕೃತಿ ವಿಕೋಪದಿಂದ ಜಿಲ್ಲೆಯಲ್ಲಿ ಸಾವಿರಾರು ಮನೆಗಳು ಹಾನಿಯಾಗಿವೆ. ಈ ಕುರಿತು ಮಾಹಿತಿ ಸಂಗ್ರಹಿಸಿ ಕೇಂದ್ರ ಸರ್ಕಾರಕ್ಕೆ ವರದಿ ನೀಡಲಾಗಿದೆ. ಕೇಂದ್ರ ತಂಡ ಶೀಘ್ರದಲ್ಲೇ ಪರಿಶೀಲನೆ ನಡೆಸಲಿದೆ. ಜಿಲ್ಲೆಯಲ್ಲಿ 1400 ಕೋಟಿ ರೂಪಾಯಿಗೂ ಹೆಚ್ಚು ನಷ್ಟ ಸಂಭವಿಸಿರುವ ಅಂದಾಜಿದೆ. ಸಂತ್ರಸ್ತರಿಗೆ ಪುನರ್ವಸತಿ ಕಲ್ಪಿಸಲು ರಾಜ್ಯ ಹಾಗೂ ಕೇಂದ್ರ ಸರ್ಕಾರಗಳು ಜಂಟಿಯಾಗಿ ಕ್ರಮ ಕೈಗೊಳ್ಳಲಿವೆ ಎಂದು ಅವರು ತಿಳಿಸಿದರು. ಪ್ರಧಾನಿ ನರೇಂದ್ರ ಮೋದಿ ಅವರ ಗಮನಕ್ಕೂ ಈ ವಿಷಯವನ್ನು ತರಲಾಗಿದೆ ಎಂದು ಸಂಸದರು ಹೇಳಿದರು. ಸಂತ್ರಸ್ತರಿಗೆ ತಾತ್ಕಾಲಿಕ ಶೆಡ್‌ಗಳ ನಿರ್ಮಾಣ ಕಾರ್ಯ ಪ್ರಗತಿಯಲ್ಲಿದ್ದು, ಶಾಶ್ವತ ಮನೆ ನಿರ್ಮಾಣಕ್ಕೆ ಭೂಮಿ ಗುರುತಿಸಲಾಗುತ್ತಿದೆ. (194, 1125, 523, 1430)
center-addr: ಮಂಡ್ಯ – 571401. ಮೊ: 9964495936. (1168, 1851, 1459, 1892)
note-item: • ಪ್ರವೇಶಾತಿ ಅರ್ಜಿ, ಶುಲ್ಕ ಪಾವತಿ ಚಲನ್ ಮತ್ತು ವಿವರಣಾ ಪುಸ್ತಕ (Prospectus)ಗಳನ್ನು ವಿಶ್ವವಿದ್ಯಾನಿಲಯದ ಅಧಿಕೃತ ವೆಬ್‌ಸೈಟ್ www.ksoumysore.karnataka.gov.in ನಿಂದ ಉಚಿತವಾಗಿ ಡೌನ್‌ಲೋಡ್ ಮಾಡಿಕೊಳ್ಳಬಹುದು. (552, 1537, 1468, 1554)
center-addr: ಸರ್ಕಾರಿ ಪ್ರಥಮ ದರ್ಜೆ ಕಾಲೇಜು, ಬಳ್ಳಾರಿ – 583 104. ಮೊ: 9035143912. (658, 1851, 1043, 1892)
course-table-wrap (535, 854, 1459, 1232)
